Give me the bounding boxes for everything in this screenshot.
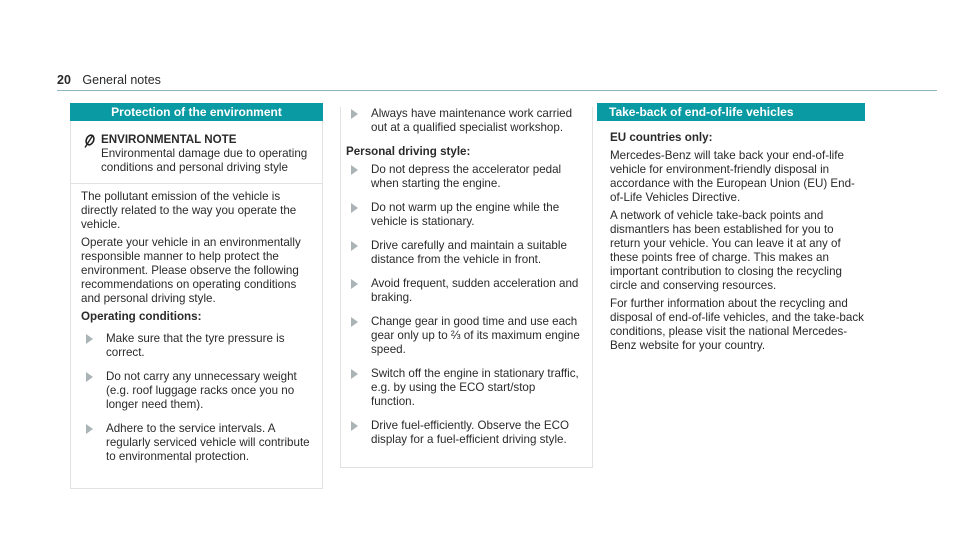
list-item-text: Do not depress the accelerator pedal when starting the engine. bbox=[371, 163, 562, 190]
list-item-text: Drive fuel-efficiently. Observe the ECO display for a fuel-efficient driving style. bbox=[371, 419, 570, 446]
environment-body bbox=[71, 184, 322, 488]
bullet-triangle-icon bbox=[86, 424, 93, 434]
list-item bbox=[346, 419, 582, 447]
bullet-triangle-icon bbox=[351, 279, 358, 289]
bullet-triangle-icon bbox=[351, 109, 358, 119]
bullet-triangle-icon bbox=[351, 241, 358, 251]
bullet-triangle-icon bbox=[351, 421, 358, 431]
note-title: ENVIRONMENTAL NOTE bbox=[101, 133, 237, 146]
list-item-text: Change gear in good time and use each gear only up to ⅔ of its maximum engine speed. bbox=[371, 315, 580, 356]
list-item-text: Do not warm up the engine while the vehicle is stationary. bbox=[371, 201, 560, 228]
list-item bbox=[346, 315, 582, 357]
paragraph: For further information about the recycling and disposal of end-of-life vehicles, and the take-back conditions, please visit the national Mercedes-Benz website for your country. bbox=[610, 297, 864, 352]
header-rule bbox=[57, 90, 937, 91]
take-back-body bbox=[597, 121, 865, 353]
list-item-text: Always have maintenance work carried out at a qualified specialist workshop. bbox=[371, 107, 573, 134]
paragraph: The pollutant emission of the vehicle is directly related to the way you operate the vehicle. bbox=[81, 190, 297, 231]
list-item bbox=[81, 370, 312, 412]
list-item bbox=[81, 332, 312, 360]
list-item bbox=[346, 107, 582, 135]
bullet-triangle-icon bbox=[351, 369, 358, 379]
take-back-banner: Take-back of end-of-life vehicles bbox=[597, 103, 865, 121]
environment-column bbox=[70, 103, 323, 489]
list-item-text: Avoid frequent, sudden acceleration and braking. bbox=[371, 277, 579, 304]
list-item bbox=[346, 201, 582, 229]
environment-leaf-icon bbox=[83, 134, 95, 148]
driving-style-list bbox=[346, 163, 582, 447]
list-item bbox=[346, 163, 582, 191]
list-item bbox=[346, 277, 582, 305]
paragraph: Mercedes-Benz will take back your end-of-life vehicle for environment-friendly disposal in accordance with the European Union (EU) End-of-Life Vehicles Directive. bbox=[610, 149, 855, 204]
list-item-text: Do not carry any unnecessary weight (e.g. roof luggage racks once you no longer need them). bbox=[106, 370, 297, 411]
personal-driving-style-heading: Personal driving style: bbox=[346, 145, 471, 158]
paragraph: Operate your vehicle in an environmentally responsible manner to help protect the environment. Please observe the following recommendations on operating conditions and personal driving style. bbox=[81, 236, 301, 305]
driving-style-box bbox=[340, 107, 593, 468]
note-text: Environmental damage due to operating conditions and personal driving style bbox=[101, 147, 308, 174]
list-item bbox=[81, 422, 312, 464]
page-header bbox=[57, 73, 161, 87]
environment-banner: Protection of the environment bbox=[70, 103, 323, 121]
bullet-triangle-icon bbox=[86, 334, 93, 344]
environment-box bbox=[70, 121, 323, 489]
list-item-text: Make sure that the tyre pressure is correct. bbox=[106, 332, 285, 359]
list-item bbox=[346, 367, 582, 409]
driving-style-column bbox=[340, 103, 593, 468]
bullet-triangle-icon bbox=[351, 165, 358, 175]
section-title: General notes bbox=[82, 73, 161, 87]
operating-conditions-list bbox=[81, 332, 312, 464]
bullet-triangle-icon bbox=[351, 317, 358, 327]
list-item bbox=[346, 239, 582, 267]
list-item-text: Adhere to the service intervals. A regularly serviced vehicle will contribute to environmental protection. bbox=[106, 422, 310, 463]
maintenance-list bbox=[346, 107, 582, 135]
list-item-text: Drive carefully and maintain a suitable distance from the vehicle in front. bbox=[371, 239, 567, 266]
paragraph: A network of vehicle take-back points and dismantlers has been established for you to return your vehicle. You can leave it at any of these points free of charge. This makes an important contribution to closing the recycling circle and conserving resources. bbox=[610, 209, 842, 292]
take-back-column bbox=[597, 103, 865, 357]
bullet-triangle-icon bbox=[86, 372, 93, 382]
eu-countries-heading: EU countries only: bbox=[610, 131, 713, 144]
list-item-text: Switch off the engine in stationary traffic, e.g. by using the ECO start/stop function. bbox=[371, 367, 579, 408]
operating-conditions-heading: Operating conditions: bbox=[81, 310, 202, 323]
environmental-note bbox=[71, 121, 322, 184]
bullet-triangle-icon bbox=[351, 203, 358, 213]
page-number: 20 bbox=[57, 73, 71, 87]
